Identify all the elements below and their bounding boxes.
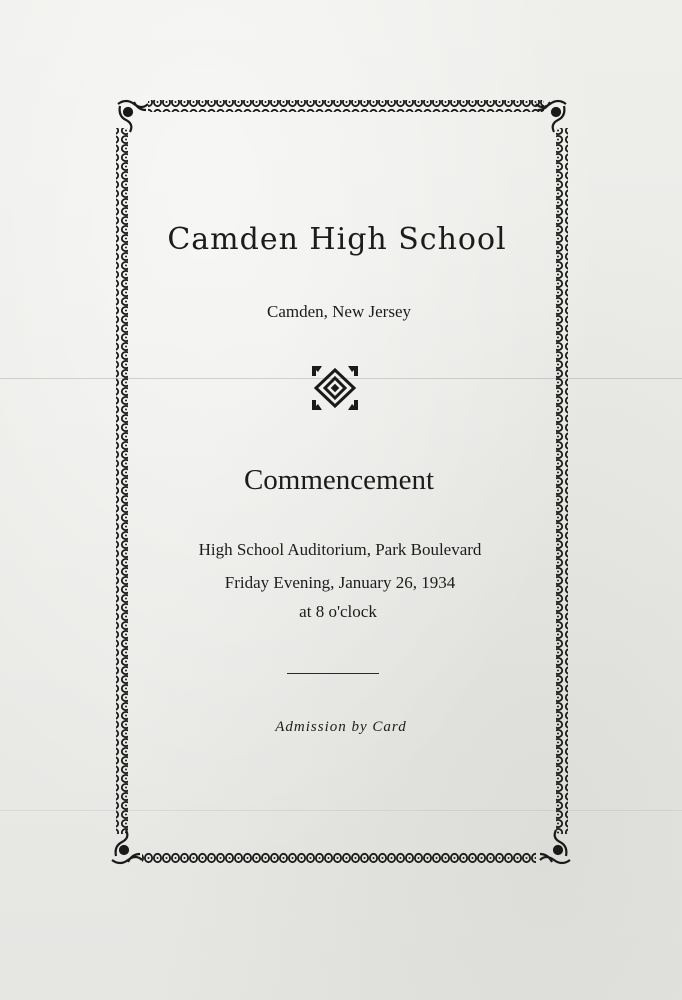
admission-note: Admission by Card (275, 719, 407, 735)
corner-flourish-bottom-left (112, 830, 142, 863)
time-line: at 8 o'clock (299, 602, 377, 621)
venue-line: High School Auditorium, Park Boulevard (198, 540, 482, 559)
diamond-knot-ornament-icon (310, 364, 360, 412)
corner-flourish-top-right (536, 101, 566, 132)
border-top (148, 100, 544, 112)
corner-flourish-top-left (118, 101, 148, 132)
date-line: Friday Evening, January 26, 1934 (224, 573, 456, 592)
border-bottom (142, 851, 536, 863)
event-title: Commencement (243, 464, 435, 496)
corner-flourish-bottom-right (540, 830, 570, 863)
school-name: Camden High School (167, 222, 507, 257)
school-location: Camden, New Jersey (267, 302, 411, 321)
divider-rule (287, 673, 379, 674)
